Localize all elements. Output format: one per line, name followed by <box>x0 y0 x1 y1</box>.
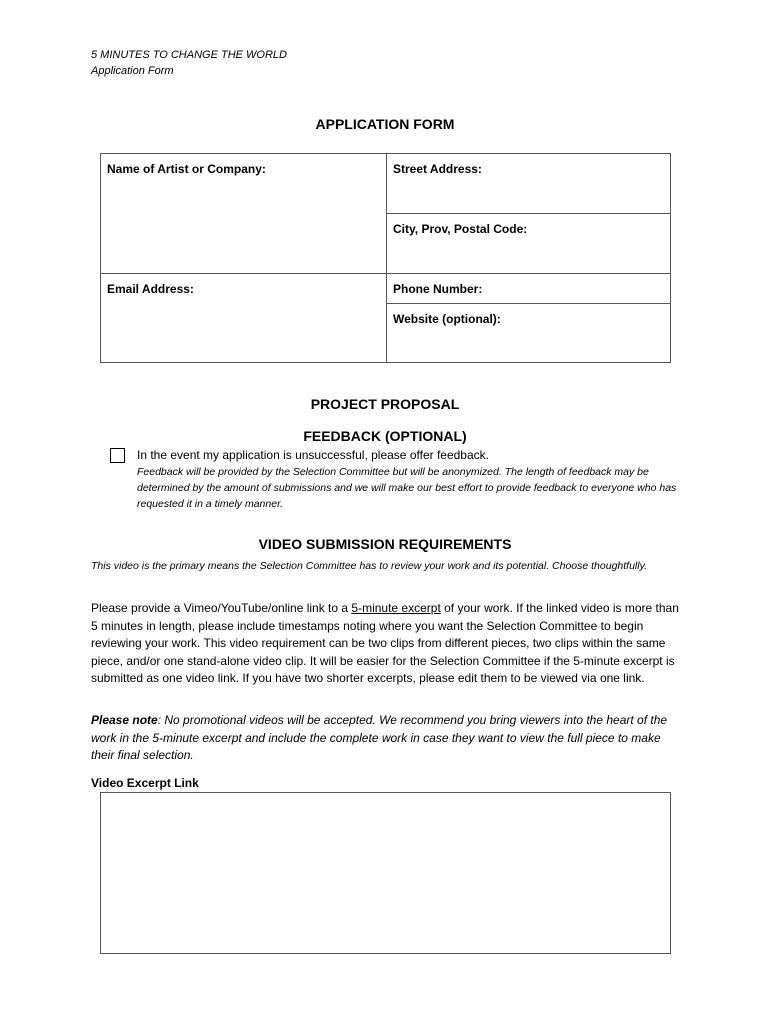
video-requirements-title: VIDEO SUBMISSION REQUIREMENTS <box>258 536 512 552</box>
header-form-name: Application Form <box>91 65 174 77</box>
promo-note-text: : No promotional videos will be accepted. We recommend you bring viewers into the heart of the work in the 5-minute excerpt and include the complete work in case they want to view the full piece to make their final selection. <box>91 713 668 762</box>
artist-name-label: Name of Artist or Company: <box>107 162 266 176</box>
email-label: Email Address: <box>107 282 194 296</box>
video-instructions <box>91 600 681 688</box>
city-prov-postal-label: City, Prov, Postal Code: <box>393 222 528 236</box>
document-header <box>91 47 287 79</box>
street-address-field[interactable] <box>387 154 670 213</box>
city-prov-postal-field[interactable] <box>387 214 670 273</box>
phone-label: Phone Number: <box>393 282 483 296</box>
video-instructions-start: Please provide a Vimeo/YouTube/online link to a <box>91 601 352 615</box>
website-label: Website (optional): <box>393 312 501 326</box>
feedback-note: Feedback will be provided by the Selection Committee but will be anonymized. The length of feedback may be determined by the amount of submissions and we will make our best effort to provide feedback to everyone who has requested it in a timely manner. <box>137 466 677 510</box>
promo-note-label: Please note <box>91 713 158 727</box>
phone-field[interactable] <box>387 274 670 303</box>
video-intro: This video is the primary means the Selection Committee has to review your work and its potential. Choose thoughtfully. <box>91 560 647 572</box>
promo-note <box>91 712 686 765</box>
email-field[interactable] <box>101 274 386 362</box>
applicant-info-table <box>100 153 671 363</box>
feedback-checkbox-label: In the event my application is unsuccessful, please offer feedback. <box>137 448 489 462</box>
feedback-checkbox[interactable] <box>110 448 125 463</box>
video-instructions-rest: of your work. If the linked video is more than 5 minutes in length, please include timestamps noting where you want the Selection Committee to begin reviewing your work. This video requirement can be two clips from different pieces, two clips within the same piece, and/or one stand-alone video clip. It will be easier for the Selection Committee if the 5-minute excerpt is submitted as one video link. If you have two shorter excerpts, please edit them to be viewed via one link. <box>91 601 679 685</box>
header-program-title: 5 MINUTES TO CHANGE THE WORLD <box>91 49 287 61</box>
application-form-title: APPLICATION FORM <box>315 116 455 132</box>
feedback-title: FEEDBACK (OPTIONAL) <box>303 428 467 444</box>
five-minute-excerpt-text: 5-minute excerpt <box>351 601 441 615</box>
project-proposal-title: PROJECT PROPOSAL <box>310 396 460 412</box>
website-field[interactable] <box>387 304 670 362</box>
video-link-field[interactable] <box>100 792 671 954</box>
artist-name-field[interactable] <box>101 154 386 273</box>
street-address-label: Street Address: <box>393 162 482 176</box>
video-link-label: Video Excerpt Link <box>91 776 199 790</box>
